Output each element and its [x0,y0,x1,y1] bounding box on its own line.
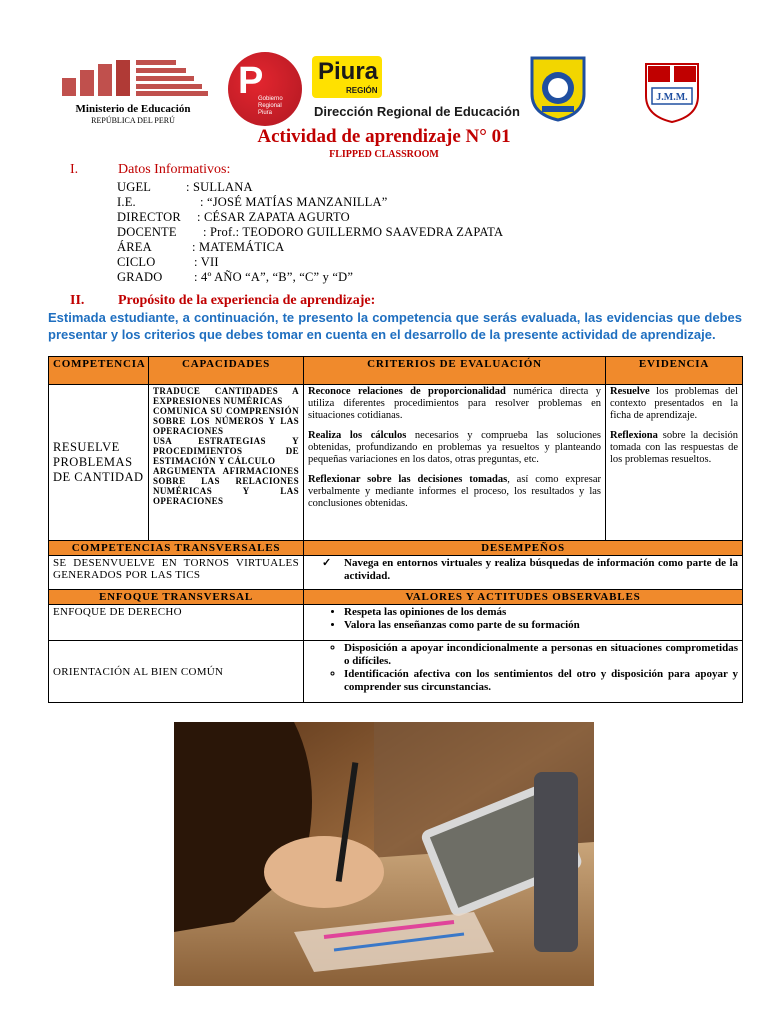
enfoque-derecho-values [304,605,743,641]
section-title: Propósito de la experiencia de aprendizaje: [118,293,376,308]
logo-strip [0,50,768,130]
school-shield-icon [642,60,702,124]
criterio-item: Reconoce relaciones de proporcionalidad numérica directa y utiliza diferentes procedimientos para resolver problemas en situaciones cotidianas. [308,386,602,421]
criterio-item: Realiza los cálculos necesarios y comprueba las soluciones obtenidas, profundizando en problemas ya resueltos y planteando pequeñas variaciones en los datos, otras preguntas, etc. [308,430,601,465]
evidencia-item: Reflexiona sobre la decisión tomada con las respuestas de los problemas resueltos. [610,430,738,465]
capacidad-item: TRADUCE CANTIDADES A EXPRESIONES NUMÉRICAS [153,386,299,406]
piura-word: Piura [318,58,379,85]
gobierno-text: Gobierno Regional Piura [258,96,283,116]
section-number: I. [70,162,79,177]
school-shield-text: J.M.M. [656,92,688,103]
learning-table [48,356,743,703]
section-title: Datos Informativos: [118,162,231,177]
header-criterios: CRITERIOS DE EVALUACIÓN [304,357,606,385]
piura-region-logo [312,56,520,124]
capacidad-item: ARGUMENTA AFIRMACIONES SOBRE LAS RELACIONES NUMÉRICAS Y LAS OPERACIONES [153,466,299,506]
valor-item: • Respeta las opiniones de los demás [344,606,738,619]
valor-item: ◦ Disposición a apoyar incondicionalmente a personas en situaciones comprometidas o difíciles. [344,642,738,668]
header-capacidades: CAPACIDADES [149,357,304,385]
gobierno-regional-logo [228,52,302,126]
header-valores: VALORES Y ACTITUDES OBSERVABLES [304,590,743,605]
gobierno-letter: P [238,60,264,102]
student-tablet-photo [174,722,594,986]
valor-item: • Valora las enseñanzas como parte de su formación [344,619,738,632]
header-enfoque-transversal: ENFOQUE TRANSVERSAL [49,590,304,605]
competencia-cell: RESUELVE PROBLEMAS DE CANTIDAD [49,385,149,541]
piura-region-label: REGIÓN [346,86,378,95]
enfoque-derecho-cell: ENFOQUE DE DERECHO [49,605,304,641]
desempeno-cell [304,556,743,590]
capacidades-cell [149,385,304,541]
valor-item: ◦ Identificación afectiva con los sentimientos del otro y disposición para apoyar y comprender sus circunstancias. [344,668,738,694]
intro-paragraph: Estimada estudiante, a continuación, te presento la competencia que serás evaluada, las evidencias que debes presentar y los criterios que debes tomar en cuenta en el desarrollo de la presente actividad de aprendizaje. [48,310,742,342]
header-desempenos: DESEMPEÑOS [304,541,743,556]
criterios-cell [304,385,606,541]
minedu-logo [58,58,208,128]
section-number: II. [70,293,85,308]
minedu-name: Ministerio de Educación [75,103,191,115]
capacidad-item: USA ESTRATEGIAS Y PROCEDIMIENTOS DE ESTIMACIÓN Y CÁLCULO [153,436,299,466]
criterio-item: Reflexionar sobre las decisiones tomadas, así como expresar verbalmente y mediante informes el proceso, los resultados y las conclusiones obtenidas. [308,474,601,509]
page-subtitle: FLIPPED CLASSROOM [329,149,439,160]
minedu-bars-icon [60,58,208,96]
header-evidencia: EVIDENCIA [606,357,743,385]
enfoque-bien-comun-cell: ORIENTACIÓN AL BIEN COMÚN [49,641,304,703]
header-competencias-transversales: COMPETENCIAS TRANSVERSALES [49,541,304,556]
header-competencia: COMPETENCIA [49,357,149,385]
direccion-regional-label: Dirección Regional de Educación [314,104,520,119]
evidencia-cell [606,385,743,541]
ugel-shield-icon [528,54,588,122]
evidencia-item: Resuelve los problemas del contexto presentados en la ficha de aprendizaje. [610,386,738,421]
capacidad-item: COMUNICA SU COMPRENSIÓN SOBRE LOS NÚMEROS Y LAS OPERACIONES [153,406,299,436]
minedu-country: REPÚBLICA DEL PERÚ [91,116,175,125]
transversal-competencia-cell: SE DESENVUELVE EN TORNOS VIRTUALES GENERADOS POR LAS TICS [49,556,304,590]
page-title: Actividad de aprendizaje N° 01 [257,126,511,147]
enfoque-bien-comun-values [304,641,743,703]
desempeno-item: ✓ Navega en entornos virtuales y realiza búsquedas de información como parte de la actividad. [344,557,738,583]
